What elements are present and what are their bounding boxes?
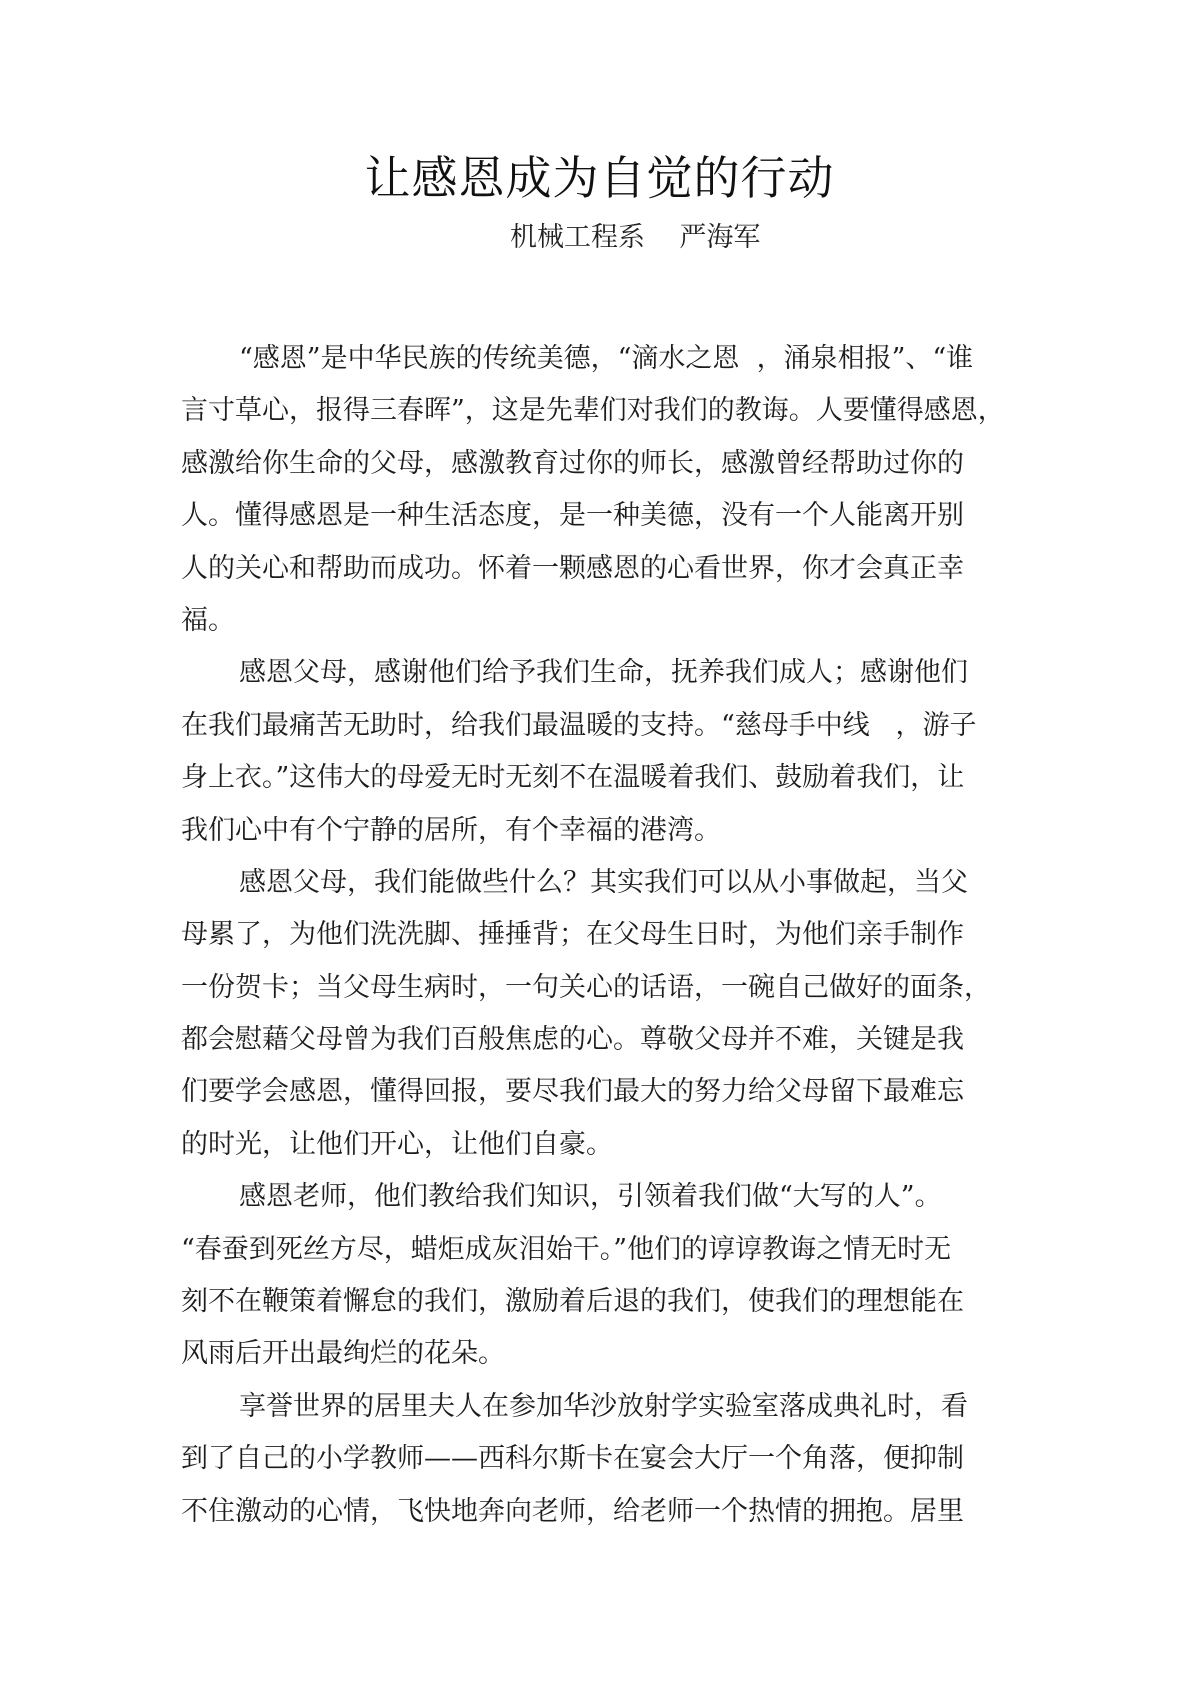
text-line: 们要学会感恩，懂得回报，要尽我们最大的努力给父母留下最难忘 <box>181 1076 964 1108</box>
text-line: 感恩父母，我们能做些什么？其实我们可以从小事做起，当父 <box>239 866 968 898</box>
text-line: 享誉世界的居里夫人在参加华沙放射学实验室落成典礼时，看 <box>239 1390 968 1422</box>
text-line: 福。 <box>181 604 235 636</box>
text-line: 都会慰藉父母曾为我们百般焦虑的心。尊敬父母并不难，关键是我 <box>181 1024 964 1056</box>
text-line: 言寸草心，报得三春晖”，这是先辈们对我们的教诲。人要懂得感恩， <box>181 395 1005 427</box>
text-line: 人的关心和帮助而成功。怀着一颗感恩的心看世界，你才会真正幸 <box>181 552 964 584</box>
document-title: 让感恩成为自觉的行动 <box>364 151 835 205</box>
text-line: “春蚕到死丝方尽，蜡炬成灰泪始干。”他们的谆谆教诲之情无时无 <box>181 1233 952 1265</box>
text-line: 身上衣。”这伟大的母爱无时无刻不在温暖着我们、鼓励着我们，让 <box>181 762 965 794</box>
document-body <box>181 333 1031 1538</box>
text-line: 感恩父母，感谢他们给予我们生命，抚养我们成人；感谢他们 <box>239 657 968 689</box>
text-line: 母累了，为他们洗洗脚、捶捶背；在父母生日时，为他们亲手制作 <box>181 919 964 951</box>
text-line: 一份贺卡；当父母生病时，一句关心的话语，一碗自己做好的面条， <box>181 971 991 1003</box>
text-line: 在我们最痛苦无助时，给我们最温暖的支持。“慈母手中线 ，游子 <box>181 709 977 741</box>
text-line: 风雨后开出最绚烂的花朵。 <box>181 1338 505 1370</box>
text-line: 人。懂得感恩是一种生活态度，是一种美德，没有一个人能离开别 <box>181 500 964 532</box>
text-line: “感恩”是中华民族的传统美德，“滴水之恩 ，涌泉相报”、“谁 <box>239 343 974 374</box>
text-line: 感激给你生命的父母，感激教育过你的师长，感激曾经帮助过你的 <box>181 447 964 479</box>
text-line: 不住激动的心情，飞快地奔向老师，给老师一个热情的拥抱。居里 <box>181 1495 964 1527</box>
text-line: 我们心中有个宁静的居所，有个幸福的港湾。 <box>181 814 721 846</box>
text-line: 到了自己的小学教师——西科尔斯卡在宴会大厅一个角落，便抑制 <box>181 1443 964 1475</box>
text-line: 的时光，让他们开心，让他们自豪。 <box>181 1128 613 1160</box>
text-line: 感恩老师，他们教给我们知识，引领着我们做“大写的人”。 <box>239 1181 942 1213</box>
text-line: 刻不在鞭策着懈怠的我们，激励着后退的我们，使我们的理想能在 <box>181 1286 964 1318</box>
author-byline: 机械工程系 严海军 <box>510 222 761 253</box>
